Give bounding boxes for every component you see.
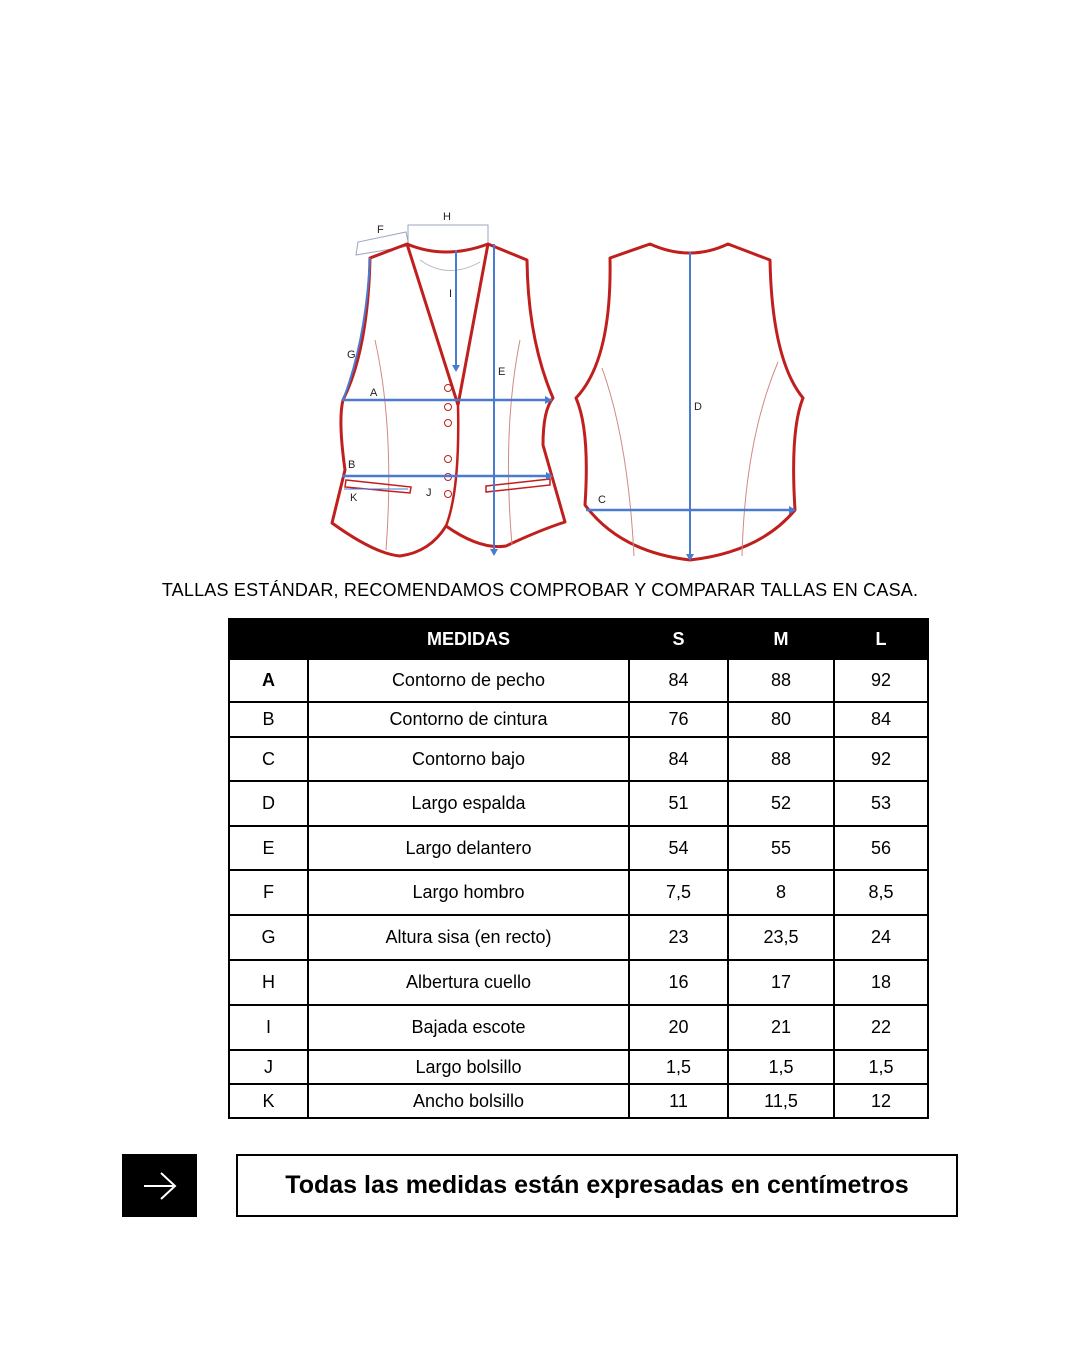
table-row xyxy=(229,960,928,1005)
label-i: I xyxy=(449,288,453,300)
header-measure: MEDIDAS xyxy=(308,619,629,659)
table-row xyxy=(229,1005,928,1050)
row-measure: Albertura cuello xyxy=(308,960,629,1005)
row-measure: Largo espalda xyxy=(308,781,629,826)
row-size-l: 92 xyxy=(834,659,928,702)
size-table xyxy=(228,618,929,1119)
row-size-s: 84 xyxy=(629,659,728,702)
row-letter: B xyxy=(229,702,308,737)
row-measure: Largo hombro xyxy=(308,870,629,915)
table-row xyxy=(229,659,928,702)
row-letter: J xyxy=(229,1050,308,1084)
row-measure: Contorno bajo xyxy=(308,737,629,781)
vest-front xyxy=(332,211,565,556)
row-measure: Ancho bolsillo xyxy=(308,1084,629,1118)
row-size-m: 17 xyxy=(728,960,834,1005)
header-size-s: S xyxy=(629,619,728,659)
row-size-l: 1,5 xyxy=(834,1050,928,1084)
label-h: H xyxy=(443,211,451,223)
table-row xyxy=(229,737,928,781)
row-size-m: 88 xyxy=(728,659,834,702)
row-size-l: 84 xyxy=(834,702,928,737)
row-size-s: 54 xyxy=(629,826,728,870)
row-size-m: 23,5 xyxy=(728,915,834,960)
row-size-m: 8 xyxy=(728,870,834,915)
row-size-l: 18 xyxy=(834,960,928,1005)
row-letter: E xyxy=(229,826,308,870)
row-size-l: 8,5 xyxy=(834,870,928,915)
row-size-l: 22 xyxy=(834,1005,928,1050)
row-measure: Largo bolsillo xyxy=(308,1050,629,1084)
row-size-s: 23 xyxy=(629,915,728,960)
size-notice: TALLAS ESTÁNDAR, RECOMENDAMOS COMPROBAR Y COMPARAR TALLAS EN CASA. xyxy=(161,580,919,600)
row-size-m: 1,5 xyxy=(728,1050,834,1084)
row-letter: I xyxy=(229,1005,308,1050)
label-e: E xyxy=(498,366,506,378)
units-footnote xyxy=(236,1154,958,1217)
row-size-s: 11 xyxy=(629,1084,728,1118)
table-row xyxy=(229,702,928,737)
row-size-s: 76 xyxy=(629,702,728,737)
row-letter: C xyxy=(229,737,308,781)
row-size-m: 52 xyxy=(728,781,834,826)
label-k: K xyxy=(350,492,358,504)
row-letter: K xyxy=(229,1084,308,1118)
table-header-row xyxy=(229,619,928,659)
row-size-s: 84 xyxy=(629,737,728,781)
table-row xyxy=(229,1084,928,1118)
header-size-l: L xyxy=(834,619,928,659)
vest-back xyxy=(576,244,803,561)
label-b: B xyxy=(348,459,356,471)
label-d: D xyxy=(694,401,702,413)
table-row xyxy=(229,870,928,915)
row-size-s: 1,5 xyxy=(629,1050,728,1084)
label-f: F xyxy=(377,224,384,236)
arrow-badge xyxy=(122,1154,197,1217)
row-measure: Contorno de cintura xyxy=(308,702,629,737)
row-size-s: 16 xyxy=(629,960,728,1005)
label-c: C xyxy=(598,494,606,506)
header-size-m: M xyxy=(728,619,834,659)
table-row xyxy=(229,1050,928,1084)
row-letter: G xyxy=(229,915,308,960)
table-row xyxy=(229,915,928,960)
row-measure: Altura sisa (en recto) xyxy=(308,915,629,960)
row-letter: A xyxy=(229,659,308,702)
units-footnote-text: Todas las medidas están expresadas en centímetros xyxy=(285,1171,909,1199)
row-size-m: 11,5 xyxy=(728,1084,834,1118)
arrow-right-icon xyxy=(142,1171,178,1201)
table-row xyxy=(229,826,928,870)
row-size-m: 21 xyxy=(728,1005,834,1050)
label-g: G xyxy=(347,349,356,361)
row-letter: H xyxy=(229,960,308,1005)
label-a: A xyxy=(370,387,378,399)
row-letter: F xyxy=(229,870,308,915)
row-size-l: 56 xyxy=(834,826,928,870)
row-size-m: 88 xyxy=(728,737,834,781)
row-size-l: 24 xyxy=(834,915,928,960)
row-size-m: 55 xyxy=(728,826,834,870)
row-size-m: 80 xyxy=(728,702,834,737)
label-j: J xyxy=(426,487,432,499)
row-size-l: 53 xyxy=(834,781,928,826)
row-measure: Largo delantero xyxy=(308,826,629,870)
row-size-l: 92 xyxy=(834,737,928,781)
table-row xyxy=(229,781,928,826)
row-measure: Bajada escote xyxy=(308,1005,629,1050)
vest-measurement-diagram xyxy=(320,200,820,570)
row-size-s: 20 xyxy=(629,1005,728,1050)
row-size-l: 12 xyxy=(834,1084,928,1118)
header-letter xyxy=(229,619,308,659)
row-letter: D xyxy=(229,781,308,826)
row-size-s: 51 xyxy=(629,781,728,826)
row-measure: Contorno de pecho xyxy=(308,659,629,702)
row-size-s: 7,5 xyxy=(629,870,728,915)
